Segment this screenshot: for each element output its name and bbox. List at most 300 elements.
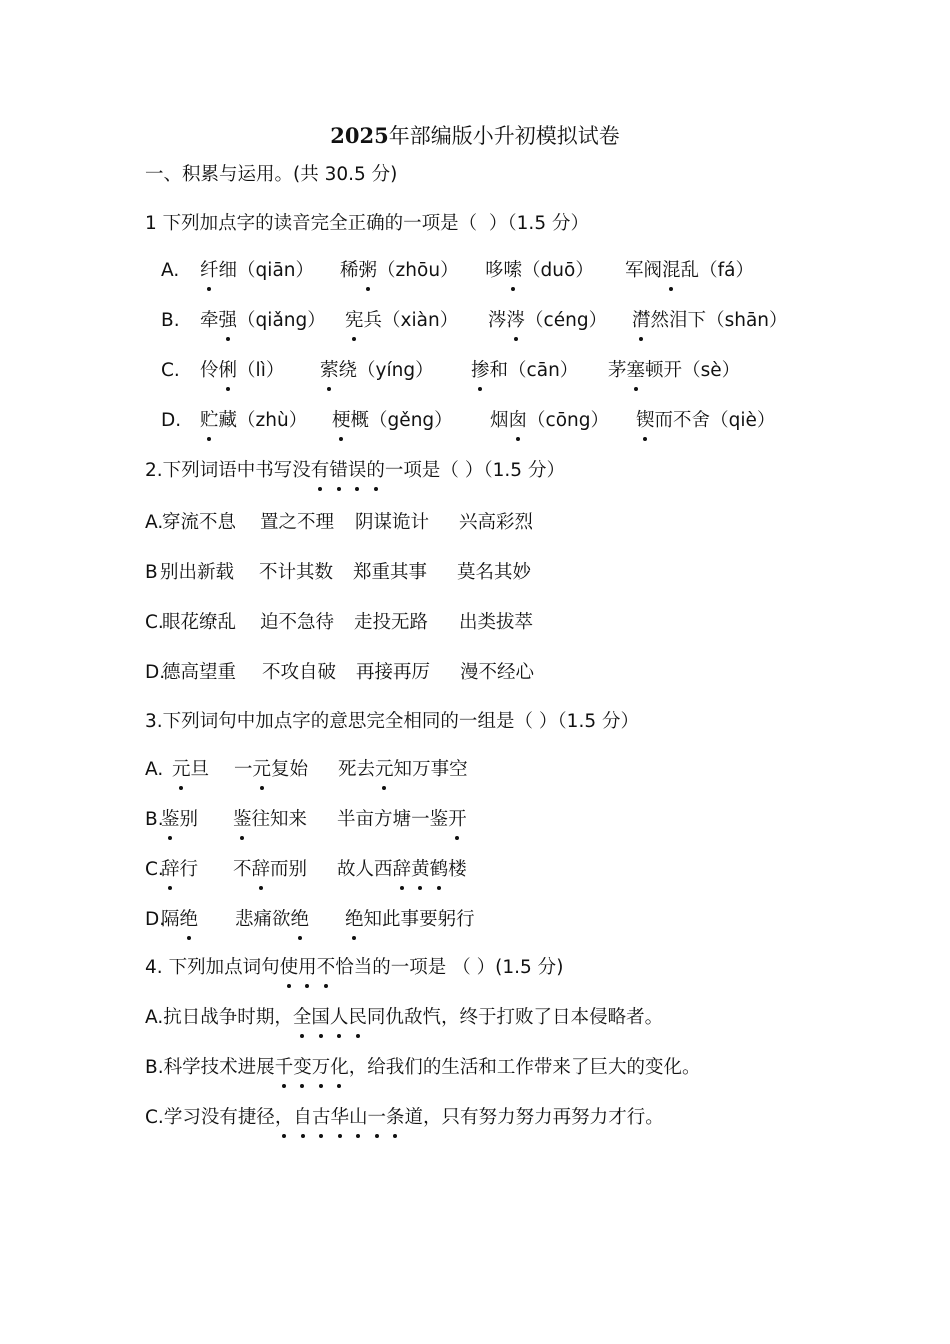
text-char: 学: [163, 1107, 183, 1128]
emphasis-dot-char: 的: [366, 458, 385, 484]
text-char: （: [237, 410, 256, 431]
question-3-stem: [145, 709, 639, 735]
text-char: 抗: [163, 1007, 182, 1028]
text-char: ā: [272, 260, 284, 281]
text-char: 于: [478, 1007, 497, 1028]
pinyin-item: [340, 258, 459, 284]
pinyin-item: [332, 408, 453, 434]
idiom-item: 穿流不息: [162, 512, 237, 533]
text-char: 烟: [490, 410, 509, 431]
text-char: g: [578, 410, 591, 431]
text-char: u: [552, 260, 565, 281]
emphasis-dot-char: 辞: [161, 857, 180, 883]
text-char: n: [283, 310, 296, 331]
text-char: 复: [271, 759, 290, 780]
text-char: ā: [536, 360, 549, 381]
text-char: i: [267, 260, 273, 281]
emphasis-dot-char: 使: [280, 955, 299, 981]
emphasis-dot-char: 混: [662, 258, 681, 284]
text-char: （: [452, 957, 471, 978]
text-char: A: [145, 1007, 158, 1028]
text-char: 1: [502, 957, 515, 978]
text-char: 别: [288, 859, 308, 880]
text-char: z: [255, 410, 266, 431]
text-char: 知: [393, 759, 413, 780]
text-char: 作: [515, 1057, 534, 1078]
text-char: 顿: [645, 360, 664, 381]
text-char: 不: [673, 410, 692, 431]
text-char: 努: [478, 1107, 498, 1128]
sentence-option: [145, 1105, 664, 1131]
text-char: .: [504, 460, 511, 481]
emphasis-dot-char: 山: [349, 1105, 368, 1131]
text-char: 而: [654, 410, 674, 431]
text-char: ）: [769, 310, 788, 331]
text-char: 分: [602, 711, 621, 732]
text-char: 期: [255, 1007, 275, 1028]
phrase-item: [345, 907, 475, 933]
text-char: 点: [273, 711, 293, 732]
text-char: （: [377, 260, 396, 281]
text-char: ）: [590, 410, 610, 431]
text-char: 知: [270, 809, 289, 830]
text-char: 去: [356, 759, 376, 780]
emphasis-dot-char: 自: [293, 1105, 312, 1131]
text-char: ): [556, 957, 564, 978]
pinyin-item: [200, 408, 307, 434]
text-char: 了: [533, 1007, 553, 1028]
text-char: 分: [537, 957, 557, 978]
text-char: （: [557, 711, 567, 732]
text-char: 我: [385, 1057, 405, 1078]
text-char: ）: [575, 260, 594, 281]
emphasis-dot-char: 粥: [359, 258, 378, 284]
text-char: 全: [384, 711, 404, 732]
text-char: ì: [260, 360, 266, 381]
text-char: （: [527, 410, 546, 431]
text-char: 项: [403, 460, 422, 481]
emphasis-dot-char: 民: [348, 1005, 367, 1031]
emphasis-dot-char: 用: [298, 955, 317, 981]
phrase-item: [233, 857, 307, 883]
emphasis-dot-char: 开: [448, 807, 467, 833]
idiom-item: 出类拔萃: [459, 612, 534, 633]
text-char: 词: [199, 460, 219, 481]
text-char: ）: [265, 360, 285, 381]
text-char: 终: [459, 1007, 478, 1028]
text-char: 死: [338, 759, 357, 780]
text-char: 隔: [161, 909, 180, 930]
text-char: u: [428, 260, 441, 281]
emphasis-dot-char: 贮: [200, 408, 219, 434]
emphasis-dot-char: 绝: [291, 907, 310, 933]
text-char: 项: [409, 957, 428, 978]
phrase-item: [337, 807, 467, 833]
text-char: 往: [251, 809, 271, 830]
text-char: 当: [353, 957, 373, 978]
text-char: 了: [570, 1057, 590, 1078]
text-char: 力: [589, 1107, 609, 1128]
text-char: i: [740, 410, 746, 431]
text-char: ù: [277, 410, 289, 431]
text-char: 。: [682, 1057, 701, 1078]
option-label: B.: [161, 310, 180, 331]
text-char: i: [267, 310, 273, 331]
pinyin-item: [200, 358, 284, 384]
text-char: 来: [552, 1057, 571, 1078]
text-char: 力: [497, 1107, 516, 1128]
text-char: ）: [756, 410, 776, 431]
text-char: （: [369, 410, 388, 431]
text-char: s: [724, 310, 735, 331]
text-char: 展: [256, 1057, 275, 1078]
text-char: 是: [495, 711, 515, 732]
text-char: 努: [571, 1107, 590, 1128]
text-char: ）: [464, 460, 484, 481]
idiom-item: 走投无路: [354, 612, 429, 633]
text-char: 径: [256, 1107, 275, 1128]
question-2-stem: [145, 458, 565, 484]
text-char: ā: [745, 310, 758, 331]
text-char: g: [576, 310, 589, 331]
text-char: 敌: [403, 1007, 423, 1028]
text-char: h: [265, 410, 277, 431]
text-char: 下: [168, 957, 188, 978]
emphasis-dot-char: 俐: [219, 358, 238, 384]
text-char: ）: [288, 410, 308, 431]
text-char: n: [757, 310, 770, 331]
text-char: (: [495, 957, 503, 978]
text-char: n: [565, 310, 577, 331]
text-char: （: [382, 310, 401, 331]
phrase-item: [338, 757, 468, 783]
text-char: ，: [423, 1107, 442, 1128]
text-char: 开: [663, 360, 683, 381]
text-char: g: [422, 410, 435, 431]
option-label: C.: [161, 360, 180, 381]
idiom-item: 德高望重: [162, 662, 237, 683]
idiom-item: 莫名其妙: [457, 562, 532, 583]
text-char: 相: [403, 711, 422, 732]
emphasis-dot-char: 条: [386, 1105, 405, 1131]
text-char: 行: [626, 1107, 646, 1128]
text-char: 5: [520, 957, 532, 978]
text-char: 稀: [340, 260, 359, 281]
text-char: 略: [607, 1007, 627, 1028]
text-char: 给: [367, 1057, 386, 1078]
text-char: c: [543, 310, 554, 331]
text-char: 的: [440, 711, 459, 732]
text-char: 泪: [669, 310, 688, 331]
text-char: 牵: [200, 310, 219, 331]
pinyin-item: [608, 358, 740, 384]
text-char: 要: [419, 909, 438, 930]
sentence-option: [145, 1055, 701, 1081]
text-char: 词: [199, 711, 219, 732]
text-char: 化: [663, 1057, 683, 1078]
option-label: C.: [145, 859, 164, 880]
text-char: ）: [721, 360, 741, 381]
option-label: C.: [145, 612, 164, 633]
text-char: ，: [440, 1007, 460, 1028]
text-char: 战: [200, 1007, 219, 1028]
text-char: 有: [460, 1107, 479, 1128]
text-char: 的: [626, 1057, 645, 1078]
text-char: 。: [644, 1007, 664, 1028]
text-char: 没: [292, 460, 311, 481]
text-char: ě: [399, 410, 411, 431]
text-char: 意: [329, 711, 348, 732]
emphasis-dot-char: 梗: [332, 408, 351, 434]
page-title: [0, 120, 950, 150]
text-char: 的: [310, 711, 330, 732]
text-char: 不: [233, 859, 252, 880]
emphasis-dot-char: 鉴: [233, 807, 252, 833]
text-char: 们: [404, 1057, 423, 1078]
emphasis-dot-char: 萦: [320, 358, 339, 384]
text-char: 和: [489, 360, 509, 381]
text-char: 巨: [589, 1057, 608, 1078]
text-char: ）: [439, 310, 459, 331]
text-char: 。: [645, 1107, 664, 1128]
emphasis-dot-char: 潸: [632, 308, 651, 334]
text-char: 此: [382, 909, 401, 930]
emphasis-dot-char: 人: [330, 1005, 349, 1031]
emphasis-dot-char: 古: [312, 1105, 331, 1131]
text-char: 科: [163, 1057, 183, 1078]
text-char: （: [710, 410, 729, 431]
text-char: 生: [441, 1057, 460, 1078]
text-char: 再: [552, 1107, 572, 1128]
pinyin-item: [490, 408, 609, 434]
text-char: g: [295, 310, 308, 331]
option-label: A.: [145, 759, 170, 780]
text-char: ）: [620, 711, 640, 732]
idiom-item: 郑重其事: [353, 562, 428, 583]
text-char: 亩: [355, 809, 375, 830]
text-char: 思: [347, 711, 367, 732]
text-char: 写: [273, 460, 293, 481]
idiom-item: 漫不经心: [460, 662, 535, 683]
emphasis-dot-char: 纤: [200, 258, 219, 284]
text-char: 术: [219, 1057, 238, 1078]
text-char: 加: [205, 957, 225, 978]
sentence-option: [145, 1005, 663, 1031]
text-char: 5: [510, 460, 523, 481]
text-char: 下: [687, 310, 707, 331]
text-char: 争: [218, 1007, 238, 1028]
emphasis-dot-char: ，: [275, 1105, 294, 1131]
emphasis-dot-char: 元: [253, 757, 272, 783]
emphasis-dot-char: 强: [219, 308, 238, 334]
emphasis-dot-char: 塞: [627, 358, 646, 384]
text-char: 涔: [488, 310, 507, 331]
option-label: A.: [145, 512, 164, 533]
option-label: D.: [145, 909, 166, 930]
text-char: 力: [534, 1107, 553, 1128]
text-char: h: [405, 260, 417, 281]
text-char: 加: [255, 711, 274, 732]
text-char: 一: [384, 460, 404, 481]
idiom-item: 再接再厉: [356, 662, 431, 683]
text-char: 痛: [253, 909, 273, 930]
pinyin-item: [625, 258, 754, 284]
text-char: 事: [430, 759, 450, 780]
text-char: ，: [348, 1057, 368, 1078]
text-char: 词: [242, 957, 262, 978]
text-char: （: [483, 460, 493, 481]
text-char: 句: [218, 711, 237, 732]
emphasis-dot-char: 华: [330, 1105, 349, 1131]
pinyin-item: [636, 408, 775, 434]
pinyin-item: [320, 358, 434, 384]
emphasis-dot-char: 变: [293, 1055, 312, 1081]
text-char: 方: [374, 809, 393, 830]
text-char: ）: [538, 711, 558, 732]
text-char: 和: [478, 1057, 497, 1078]
text-char: 恰: [335, 957, 354, 978]
pinyin-item: [345, 308, 458, 334]
text-char: 绕: [338, 360, 358, 381]
text-char: 努: [515, 1107, 535, 1128]
text-char: 捷: [237, 1107, 257, 1128]
emphasis-dot-char: 鉴: [161, 807, 180, 833]
text-char: n: [427, 310, 440, 331]
text-char: 中: [236, 711, 256, 732]
emphasis-dot-char: 元: [375, 757, 394, 783]
emphasis-dot-char: 辞: [393, 857, 412, 883]
text-char: 列: [181, 460, 200, 481]
text-char: ）: [588, 310, 608, 331]
text-char: （: [237, 360, 256, 381]
emphasis-dot-char: 万: [312, 1055, 331, 1081]
text-char: y: [375, 360, 387, 381]
text-char: z: [395, 260, 406, 281]
text-char: 是: [421, 460, 441, 481]
text-char: 习: [182, 1107, 201, 1128]
text-char: 鉴: [429, 809, 449, 830]
emphasis-dot-char: 不: [317, 955, 336, 981]
text-char: 知: [363, 909, 383, 930]
text-char: 侵: [589, 1007, 608, 1028]
text-char: 带: [533, 1057, 553, 1078]
text-char: 同: [421, 711, 441, 732]
idiom-item: 眼花缭乱: [162, 612, 237, 633]
text-char: á: [724, 260, 736, 281]
text-char: q: [255, 310, 268, 331]
pinyin-item: [488, 308, 607, 334]
text-char: 忾: [422, 1007, 441, 1028]
text-char: g: [387, 410, 400, 431]
phrase-item: [161, 807, 198, 833]
option-label: D.: [145, 662, 166, 683]
emphasis-dot-char: 国: [311, 1005, 330, 1031]
text-char: 打: [496, 1007, 516, 1028]
text-char: ）: [307, 310, 326, 331]
text-char: 藏: [218, 410, 238, 431]
emphasis-dot-char: 元: [172, 757, 191, 783]
text-char: 完: [366, 711, 385, 732]
text-char: ）: [295, 260, 315, 281]
text-char: i: [411, 310, 417, 331]
text-char: C: [145, 1107, 158, 1128]
text-char: （: [237, 260, 256, 281]
text-char: q: [728, 410, 741, 431]
text-char: è: [745, 410, 757, 431]
text-char: .: [578, 711, 585, 732]
text-char: 舍: [691, 410, 711, 431]
emphasis-dot-char: 绝: [345, 907, 364, 933]
text-char: 2: [145, 460, 157, 481]
text-char: 概: [350, 410, 370, 431]
text-char: 点: [224, 957, 243, 978]
text-char: 同: [366, 1007, 386, 1028]
text-char: ō: [417, 260, 429, 281]
text-char: ō: [555, 410, 568, 431]
text-char: 者: [626, 1007, 645, 1028]
text-char: 活: [459, 1057, 479, 1078]
emphasis-dot-char: 全: [293, 1005, 312, 1031]
phrase-item: [172, 757, 209, 783]
text-char: 道: [404, 1107, 424, 1128]
text-char: 语: [218, 460, 237, 481]
idiom-item: 迫不急待: [260, 612, 335, 633]
text-char: 时: [237, 1007, 256, 1028]
text-char: 哆: [485, 260, 504, 281]
text-char: .: [157, 1107, 164, 1128]
text-char: 5: [584, 711, 597, 732]
text-char: 一: [234, 759, 253, 780]
text-char: s: [700, 360, 711, 381]
text-char: 塘: [392, 809, 412, 830]
text-char: 事: [400, 909, 420, 930]
emphasis-dot-char: 辞: [252, 857, 271, 883]
text-char: ǎ: [272, 310, 284, 331]
text-char: g: [403, 360, 416, 381]
text-char: .: [156, 460, 163, 481]
text-char: 有: [219, 1107, 238, 1128]
emphasis-dot-char: 涔: [507, 308, 526, 334]
text-char: 1: [492, 460, 505, 481]
text-char: h: [734, 310, 746, 331]
text-char: 工: [496, 1057, 516, 1078]
phrase-item: [161, 907, 198, 933]
text-char: 空: [449, 759, 468, 780]
text-char: ）: [546, 460, 565, 481]
text-char: 只: [441, 1107, 461, 1128]
text-char: 仇: [385, 1007, 404, 1028]
text-char: 学: [182, 1057, 201, 1078]
text-char: n: [548, 360, 560, 381]
text-char: d: [540, 260, 553, 281]
text-char: （: [237, 310, 256, 331]
text-char: （: [699, 260, 718, 281]
text-char: à: [416, 310, 428, 331]
phrase-item: [234, 757, 308, 783]
text-char: ）: [735, 260, 754, 281]
title-text: 年部编版小升初模拟试卷: [388, 124, 620, 148]
idiom-item: 兴高彩烈: [459, 512, 534, 533]
emphasis-dot-char: 锲: [636, 408, 655, 434]
text-char: 阀: [643, 260, 663, 281]
option-label: B.: [145, 809, 164, 830]
text-char: 字: [292, 711, 311, 732]
section-heading: 一、积累与运用。(共 30.5 分): [145, 164, 398, 185]
text-char: x: [400, 310, 412, 331]
text-char: ）: [559, 360, 579, 381]
text-char: n: [391, 360, 404, 381]
idiom-item: 阴谋诡计: [355, 512, 430, 533]
